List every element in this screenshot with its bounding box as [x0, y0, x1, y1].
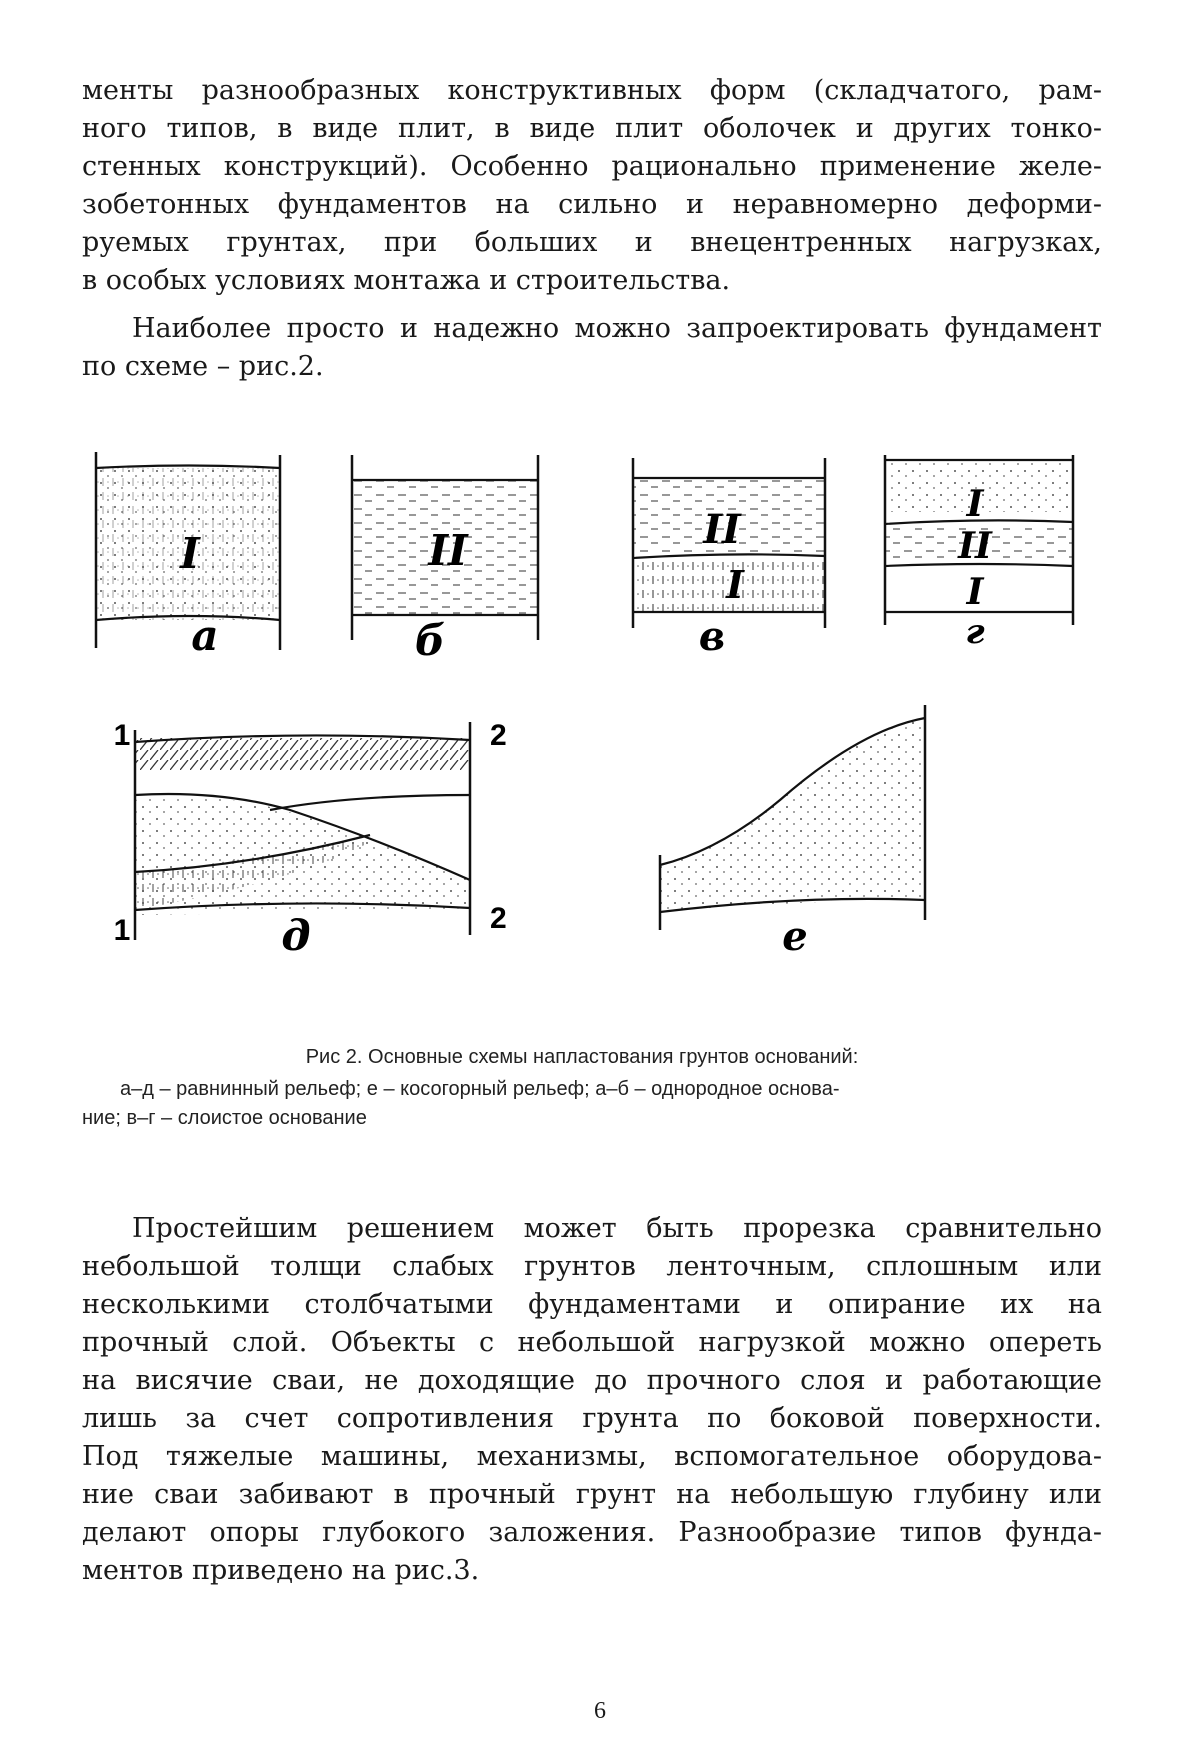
text-line: Простейшим решением может быть прорезка сравнительно [132, 1213, 1102, 1244]
figure-caption-title: Рис 2. Основные схемы напластования грунтов оснований: [305, 1046, 859, 1068]
marker-1-top: 1 [113, 719, 131, 752]
text-line: ментов приведено на рис.3. [82, 1555, 480, 1586]
layer-label: I [180, 529, 200, 578]
text-line: ного типов, в виде плит, в виде плит оболочек и других тонко- [82, 113, 1102, 144]
caption-line: ние; в–г – слоистое основание [82, 1107, 367, 1129]
scheme-label-a: а [191, 611, 219, 660]
text-line: стенных конструкций). Особенно рационально применение желе- [82, 151, 1102, 182]
text-line: руемых грунтах, при больших и внецентренных нагрузках, [82, 227, 1102, 258]
text-line: менты разнообразных конструктивных форм (складчатого, рам- [82, 75, 1102, 106]
layer-label: II [703, 506, 741, 553]
scheme-label-e: е [782, 913, 808, 960]
text-line: прочный слой. Объекты с небольшой нагрузкой можно опереть [82, 1327, 1102, 1358]
scheme-d [114, 719, 507, 960]
text-line: лишь за счет сопротивления грунта по боковой поверхности. [82, 1403, 1102, 1434]
text-line: в особых условиях монтажа и строительства. [82, 265, 731, 296]
scheme-v [633, 458, 825, 660]
caption-line: а–д – равнинный рельеф; е – косогорный рельеф; а–б – однородное основа- [120, 1078, 840, 1100]
scheme-label-d: д [281, 911, 311, 960]
text-line: на висячие сваи, не доходящие до прочного слоя и работающие [82, 1365, 1102, 1396]
scheme-label-g: г [965, 612, 985, 652]
scheme-b [352, 455, 538, 665]
paragraph-3 [82, 1210, 1102, 1590]
marker-2-bottom: 2 [490, 902, 507, 935]
scheme-g [885, 455, 1073, 652]
text-line: Наиболее просто и надежно можно запроектировать фундамент [132, 313, 1102, 344]
scheme-e [660, 705, 925, 960]
layer-label: I [966, 571, 984, 613]
text-line: зобетонных фундаментов на сильно и неравномерно деформи- [82, 189, 1102, 220]
marker-2-top: 2 [490, 719, 507, 752]
layer-label: II [428, 526, 468, 575]
text-line: ние сваи забивают в прочный грунт на небольшую глубину или [82, 1479, 1102, 1510]
marker-1-bottom: 1 [113, 914, 131, 947]
scheme-a [96, 452, 280, 660]
layer-label: II [958, 525, 992, 567]
text-line: по схеме – рис.2. [82, 351, 324, 382]
scheme-label-b: б [414, 616, 446, 665]
figure-caption-body [82, 1075, 1100, 1133]
text-line: Под тяжелые машины, механизмы, вспомогательное оборудова- [82, 1441, 1102, 1472]
scheme-label-v: в [698, 613, 726, 660]
text-line: делают опоры глубокого заложения. Разнообразие типов фунда- [82, 1517, 1102, 1548]
layer-label: I [966, 483, 984, 525]
text-line: несколькими столбчатыми фундаментами и опирание их на [82, 1289, 1102, 1320]
text-line: небольшой толщи слабых грунтов ленточным, сплошным или [82, 1251, 1102, 1282]
layer-label: I [726, 562, 744, 607]
page-number: 6 [594, 1698, 606, 1724]
